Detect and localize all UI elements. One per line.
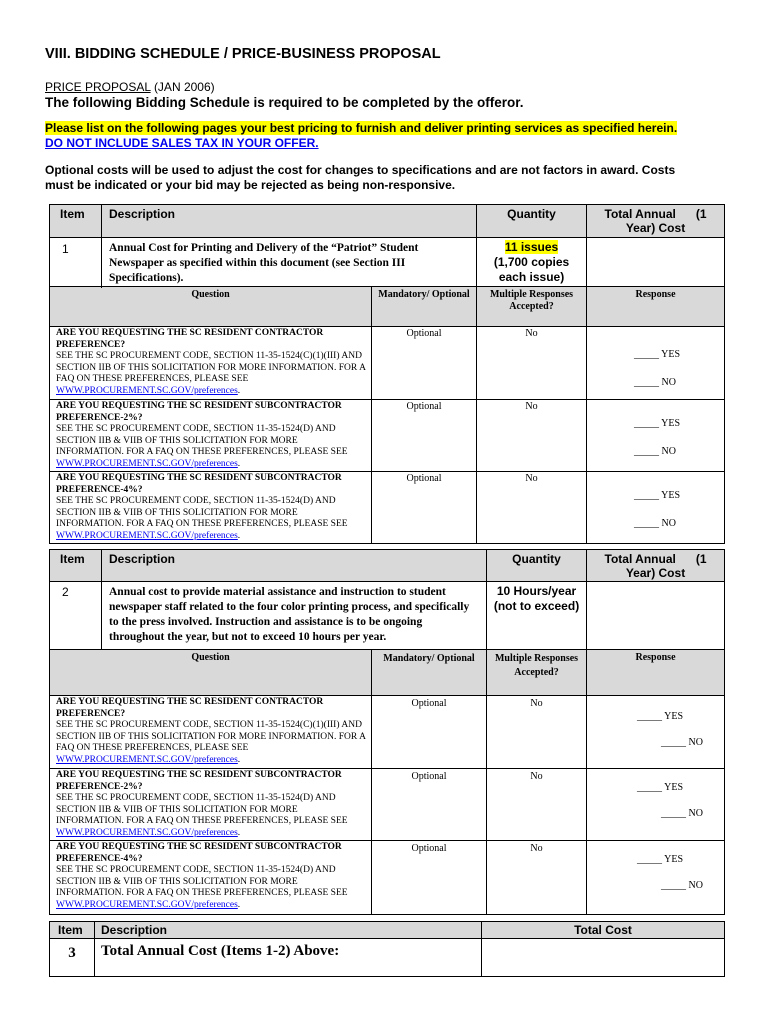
yes-option[interactable]: _____ YES bbox=[637, 711, 684, 722]
preferences-link[interactable]: WWW.PROCUREMENT.SC.GOV/preferences bbox=[56, 385, 238, 396]
total-annual-label: Total Annual bbox=[604, 552, 676, 566]
item-header: Item bbox=[50, 205, 102, 238]
total-table bbox=[49, 921, 725, 977]
preferences-link[interactable]: WWW.PROCUREMENT.SC.GOV/preferences bbox=[56, 530, 238, 541]
total-row bbox=[50, 939, 725, 977]
total-annual-header bbox=[587, 205, 725, 238]
response-header: Response bbox=[587, 287, 725, 327]
total-annual-suffix: (1 bbox=[695, 552, 707, 566]
total-item-number: 3 bbox=[50, 939, 95, 977]
response-cell[interactable] bbox=[587, 769, 725, 841]
mandatory-header: Mandatory/ Optional bbox=[372, 287, 477, 327]
section-heading: VIII. BIDDING SCHEDULE / PRICE-BUSINESS PROPOSAL bbox=[45, 46, 441, 62]
highlight-text: Please list on the following pages your best pricing to furnish and deliver printing services as specified herein. bbox=[45, 121, 678, 135]
quantity-each: each issue) bbox=[498, 270, 565, 284]
item-header: Item bbox=[50, 550, 102, 582]
question-detail: SEE THE SC PROCUREMENT CODE, SECTION 11-35-1524(D) AND SECTION IIB & VIIB OF THIS SOLICITATION FOR MORE INFORMATION. FOR A FAQ ON THESE PREFERENCES, PLEASE SEE bbox=[56, 424, 348, 457]
question-detail: SEE THE SC PROCUREMENT CODE, SECTION 11-35-1524(D) AND SECTION IIB & VIIB OF THIS SOLICITATION FOR MORE INFORMATION. FOR A FAQ ON THESE PREFERENCES, PLEASE SEE bbox=[56, 496, 348, 529]
question-text: ARE YOU REQUESTING THE SC RESIDENT SUBCONTRACTOR PREFERENCE-2%? SEE THE SC PROCUREMENT CODE, SECTION 11-35-1524(D) AND SECTION IIB & VIIB OF THIS SOLICITATION FOR MORE INFORMATION. FOR A FAQ ON THESE PREFERENCES, PLEASE SEE WWW.PROCUREMENT.SC.GOV/preferences. bbox=[50, 769, 372, 841]
multiple-value: No bbox=[477, 472, 587, 544]
item-number: 2 bbox=[50, 582, 102, 650]
question-text: ARE YOU REQUESTING THE SC RESIDENT SUBCONTRACTOR PREFERENCE-4%? SEE THE SC PROCUREMENT CODE, SECTION 11-35-1524(D) AND SECTION IIB & VIIB OF THIS SOLICITATION FOR MORE INFORMATION. FOR A FAQ ON THESE PREFERENCES, PLEASE SEE WWW.PROCUREMENT.SC.GOV/preferences. bbox=[50, 841, 372, 915]
no-option[interactable]: _____ NO bbox=[634, 377, 676, 388]
year-cost-label: Year) Cost bbox=[625, 566, 686, 580]
quantity-header: Quantity bbox=[487, 550, 587, 582]
response-cell[interactable] bbox=[587, 400, 725, 472]
question-header: Question bbox=[50, 287, 372, 327]
yes-option[interactable]: _____ YES bbox=[634, 490, 681, 501]
question-row bbox=[50, 400, 725, 472]
header-row bbox=[50, 550, 725, 582]
response-cell[interactable] bbox=[587, 696, 725, 769]
item-description: Annual Cost for Printing and Delivery of the “Patriot” Student Newspaper as specified within this document (see Section III Specifications). bbox=[102, 238, 477, 287]
pricing-instruction bbox=[45, 121, 685, 151]
question-title: ARE YOU REQUESTING THE SC RESIDENT CONTRACTOR PREFERENCE? bbox=[56, 697, 324, 719]
multiple-header: Multiple Responses Accepted? bbox=[477, 287, 587, 327]
optional-value: Optional bbox=[372, 400, 477, 472]
total-annual-header bbox=[587, 550, 725, 582]
question-header-row bbox=[50, 287, 725, 327]
question-detail: SEE THE SC PROCUREMENT CODE, SECTION 11-35-1524(C)(1)(III) AND SECTION IIB OF THIS SOLICITATION FOR MORE INFORMATION. FOR A FAQ ON THESE PREFERENCES, PLEASE SEE bbox=[56, 720, 366, 753]
total-cost-cell[interactable] bbox=[482, 939, 725, 977]
multiple-value: No bbox=[487, 769, 587, 841]
multiple-value: No bbox=[477, 400, 587, 472]
total-annual-label: Total Annual bbox=[604, 207, 676, 221]
optional-value: Optional bbox=[372, 841, 487, 915]
quantity-header: Quantity bbox=[477, 205, 587, 238]
question-row bbox=[50, 841, 725, 915]
quantity-copies: (1,700 copies bbox=[493, 255, 570, 269]
mandatory-header: Mandatory/ Optional bbox=[372, 650, 487, 696]
quantity-hours: 10 Hours/year bbox=[496, 584, 577, 598]
yes-option[interactable]: _____ YES bbox=[634, 349, 681, 360]
question-text: ARE YOU REQUESTING THE SC RESIDENT CONTRACTOR PREFERENCE? SEE THE SC PROCUREMENT CODE, SECTION 11-35-1524(C)(1)(III) AND SECTION IIB OF THIS SOLICITATION FOR MORE INFORMATION. FOR A FAQ ON THESE PREFERENCES, PLEASE SEE WWW.PROCUREMENT.SC.GOV/preferences. bbox=[50, 696, 372, 769]
question-title: ARE YOU REQUESTING THE SC RESIDENT SUBCONTRACTOR PREFERENCE-4%? bbox=[56, 842, 342, 864]
price-proposal-line bbox=[45, 80, 215, 94]
question-detail: SEE THE SC PROCUREMENT CODE, SECTION 11-35-1524(D) AND SECTION IIB & VIIB OF THIS SOLICITATION FOR MORE INFORMATION. FOR A FAQ ON THESE PREFERENCES, PLEASE SEE bbox=[56, 793, 348, 826]
question-detail: SEE THE SC PROCUREMENT CODE, SECTION 11-35-1524(C)(1)(III) AND SECTION IIB OF THIS SOLICITATION FOR MORE INFORMATION. FOR A FAQ ON THESE PREFERENCES, PLEASE SEE bbox=[56, 351, 366, 384]
item-2-table bbox=[49, 549, 725, 915]
question-title: ARE YOU REQUESTING THE SC RESIDENT SUBCONTRACTOR PREFERENCE-4%? bbox=[56, 473, 342, 495]
quantity-limit: (not to exceed) bbox=[493, 599, 580, 613]
question-header: Question bbox=[50, 650, 372, 696]
preferences-link[interactable]: WWW.PROCUREMENT.SC.GOV/preferences bbox=[56, 754, 238, 765]
total-description: Total Annual Cost (Items 1-2) Above: bbox=[95, 939, 482, 977]
no-sales-tax-link[interactable]: DO NOT INCLUDE SALES TAX IN YOUR OFFER. bbox=[45, 136, 319, 150]
yes-option[interactable]: _____ YES bbox=[634, 418, 681, 429]
header-row bbox=[50, 922, 725, 939]
description-header: Description bbox=[95, 922, 482, 939]
question-row bbox=[50, 769, 725, 841]
response-cell[interactable] bbox=[587, 472, 725, 544]
header-row bbox=[50, 205, 725, 238]
response-cell[interactable] bbox=[587, 841, 725, 915]
multiple-header: Multiple Responses Accepted? bbox=[487, 650, 587, 696]
multiple-value: No bbox=[487, 696, 587, 769]
item-row bbox=[50, 582, 725, 650]
yes-option[interactable]: _____ YES bbox=[637, 782, 684, 793]
item-row bbox=[50, 238, 725, 287]
item-header: Item bbox=[50, 922, 95, 939]
preferences-link[interactable]: WWW.PROCUREMENT.SC.GOV/preferences bbox=[56, 827, 238, 838]
question-title: ARE YOU REQUESTING THE SC RESIDENT CONTRACTOR PREFERENCE? bbox=[56, 328, 324, 350]
response-header: Response bbox=[587, 650, 725, 696]
price-proposal-date: (JAN 2006) bbox=[153, 80, 215, 94]
optional-value: Optional bbox=[372, 696, 487, 769]
optional-value: Optional bbox=[372, 769, 487, 841]
optional-value: Optional bbox=[372, 327, 477, 400]
question-detail: SEE THE SC PROCUREMENT CODE, SECTION 11-35-1524(D) AND SECTION IIB & VIIB OF THIS SOLICITATION FOR MORE INFORMATION. FOR A FAQ ON THESE PREFERENCES, PLEASE SEE bbox=[56, 865, 348, 898]
total-cost-header: Total Cost bbox=[482, 922, 725, 939]
item-description: Annual cost to provide material assistance and instruction to student newspaper staff related to the four color printing process, and specifically to the press involved. Instruction and assistance is to be ongoing throughout the year, but not to exceed 10 hours per year. bbox=[102, 582, 487, 650]
optional-value: Optional bbox=[372, 472, 477, 544]
total-annual-suffix: (1 bbox=[695, 207, 707, 221]
item-1-table bbox=[49, 204, 725, 544]
no-option[interactable]: _____ NO bbox=[634, 446, 676, 457]
question-text: ARE YOU REQUESTING THE SC RESIDENT SUBCONTRACTOR PREFERENCE-4%? SEE THE SC PROCUREMENT CODE, SECTION 11-35-1524(D) AND SECTION IIB & VIIB OF THIS SOLICITATION FOR MORE INFORMATION. FOR A FAQ ON THESE PREFERENCES, PLEASE SEE WWW.PROCUREMENT.SC.GOV/preferences. bbox=[50, 472, 372, 544]
yes-option[interactable]: _____ YES bbox=[637, 854, 684, 865]
no-option[interactable]: _____ NO bbox=[634, 518, 676, 529]
question-title: ARE YOU REQUESTING THE SC RESIDENT SUBCONTRACTOR PREFERENCE-2%? bbox=[56, 770, 342, 792]
response-cell[interactable] bbox=[587, 327, 725, 400]
no-option[interactable]: _____ NO bbox=[661, 808, 703, 819]
question-row bbox=[50, 696, 725, 769]
optional-costs-note: Optional costs will be used to adjust the cost for changes to specifications and are not factors in award. Costs must be indicated or your bid may be rejected as being non-responsive. bbox=[45, 163, 676, 192]
preferences-link[interactable]: WWW.PROCUREMENT.SC.GOV/preferences bbox=[56, 899, 238, 910]
question-text: ARE YOU REQUESTING THE SC RESIDENT SUBCONTRACTOR PREFERENCE-2%? SEE THE SC PROCUREMENT CODE, SECTION 11-35-1524(D) AND SECTION IIB & VIIB OF THIS SOLICITATION FOR MORE INFORMATION. FOR A FAQ ON THESE PREFERENCES, PLEASE SEE WWW.PROCUREMENT.SC.GOV/preferences. bbox=[50, 400, 372, 472]
preferences-link[interactable]: WWW.PROCUREMENT.SC.GOV/preferences bbox=[56, 458, 238, 469]
question-text: ARE YOU REQUESTING THE SC RESIDENT CONTRACTOR PREFERENCE? SEE THE SC PROCUREMENT CODE, SECTION 11-35-1524(C)(1)(III) AND SECTION IIB OF THIS SOLICITATION FOR MORE INFORMATION. FOR A FAQ ON THESE PREFERENCES, PLEASE SEE WWW.PROCUREMENT.SC.GOV/preferences. bbox=[50, 327, 372, 400]
question-row bbox=[50, 472, 725, 544]
question-row bbox=[50, 327, 725, 400]
no-option[interactable]: _____ NO bbox=[661, 737, 703, 748]
question-header-row bbox=[50, 650, 725, 696]
item-quantity bbox=[487, 582, 587, 650]
item-quantity bbox=[477, 238, 587, 287]
multiple-value: No bbox=[487, 841, 587, 915]
description-header: Description bbox=[102, 550, 487, 582]
multiple-value: No bbox=[477, 327, 587, 400]
required-statement: The following Bidding Schedule is required to be completed by the offeror. bbox=[45, 95, 524, 110]
item-total-cost-cell[interactable] bbox=[587, 582, 725, 650]
no-option[interactable]: _____ NO bbox=[661, 880, 703, 891]
quantity-issues: 11 issues bbox=[504, 240, 559, 254]
item-total-cost-cell[interactable] bbox=[587, 238, 725, 287]
item-number: 1 bbox=[50, 238, 102, 287]
description-header: Description bbox=[102, 205, 477, 238]
year-cost-label: Year) Cost bbox=[625, 221, 686, 235]
question-title: ARE YOU REQUESTING THE SC RESIDENT SUBCONTRACTOR PREFERENCE-2%? bbox=[56, 401, 342, 423]
price-proposal-label: PRICE PROPOSAL bbox=[45, 80, 151, 94]
